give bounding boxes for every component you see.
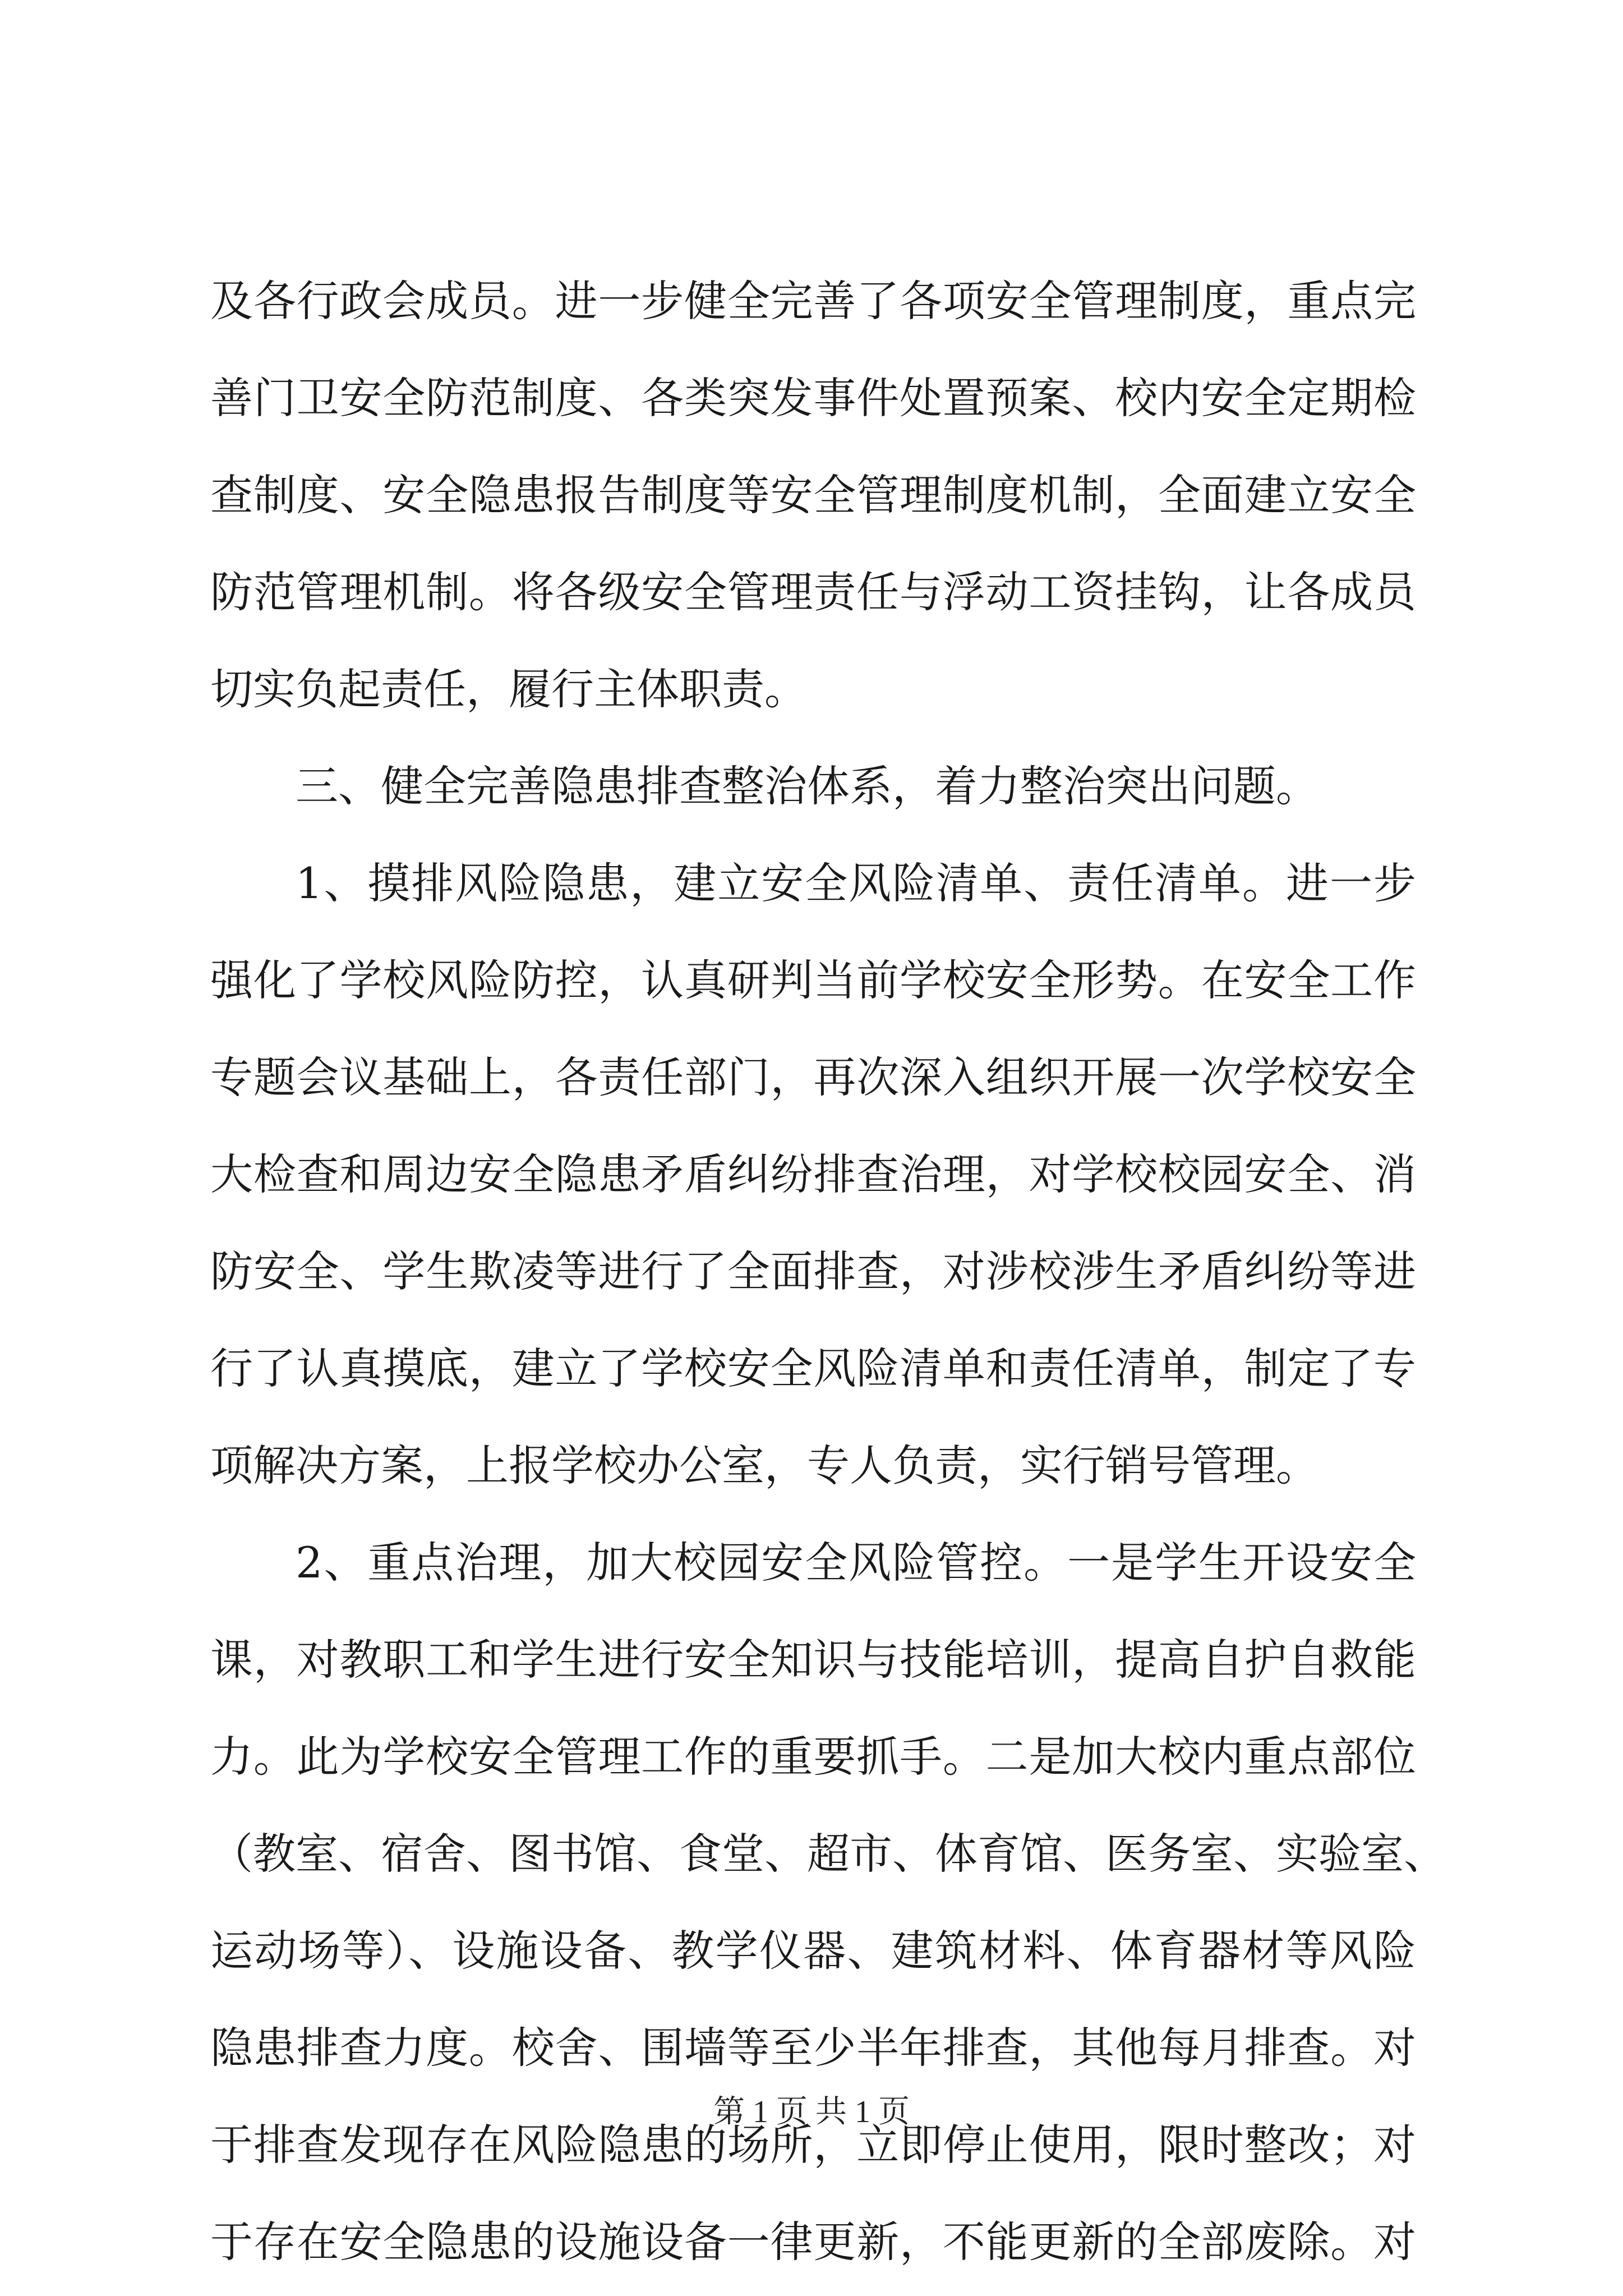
page-footer <box>0 2087 1623 2132</box>
text-line: 善门卫安全防范制度、各类突发事件处置预案、校内安全定期检 <box>210 373 1416 423</box>
text-line: 行了认真摸底，建立了学校安全风险清单和责任清单，制定了专 <box>210 1343 1416 1393</box>
document-body <box>210 252 1446 2290</box>
text-line: 于存在安全隐患的设施设备一律更新，不能更新的全部废除。对 <box>210 2217 1416 2267</box>
text-line: 隐患排查力度。校舍、围墙等至少半年排查，其他每月排查。对 <box>210 2023 1416 2073</box>
text-line: 切实负起责任，履行主体职责。 <box>210 664 807 714</box>
text-line: 防安全、学生欺凌等进行了全面排查，对涉校涉生矛盾纠纷等进 <box>210 1246 1416 1296</box>
paragraph-start-line: 2、重点治理，加大校园安全风险管控。一是学生开设安全 <box>296 1538 1416 1588</box>
page-number-label: 第 1 页 共 1 页 <box>713 2095 910 2129</box>
text-line: 查制度、安全隐患报告制度等安全管理制度机制，全面建立安全 <box>210 470 1416 520</box>
text-line: 运动场等）、设施设备、教学仪器、建筑材料、体育器材等风险 <box>210 1926 1416 1976</box>
section-heading: 三、健全完善隐患排查整治体系，着力整治突出问题。 <box>296 761 1318 811</box>
paragraph-start-line: 1、摸排风险隐患，建立安全风险清单、责任清单。进一步 <box>296 858 1416 908</box>
text-line: 大检查和周边安全隐患矛盾纠纷排查治理，对学校校园安全、消 <box>210 1149 1416 1199</box>
text-line: 力。此为学校安全管理工作的重要抓手。二是加大校内重点部位 <box>210 1732 1416 1782</box>
text-line: （教室、宿舍、图书馆、食堂、超市、体育馆、医务室、实验室、 <box>210 1829 1446 1879</box>
text-line: 防范管理机制。将各级安全管理责任与浮动工资挂钩，让各成员 <box>210 567 1416 617</box>
text-line: 强化了学校风险防控，认真研判当前学校安全形势。在安全工作 <box>210 955 1416 1005</box>
text-line: 项解决方案，上报学校办公室，专人负责，实行销号管理。 <box>210 1441 1318 1490</box>
text-line: 专题会议基础上，各责任部门，再次深入组织开展一次学校安全 <box>210 1052 1416 1102</box>
text-line: 于排查发现存在风险隐患的场所，立即停止使用，限时整改；对 <box>210 2120 1416 2170</box>
text-line: 课，对教职工和学生进行安全知识与技能培训，提高自护自救能 <box>210 1635 1416 1685</box>
text-line: 及各行政会成员。进一步健全完善了各项安全管理制度，重点完 <box>210 276 1416 326</box>
